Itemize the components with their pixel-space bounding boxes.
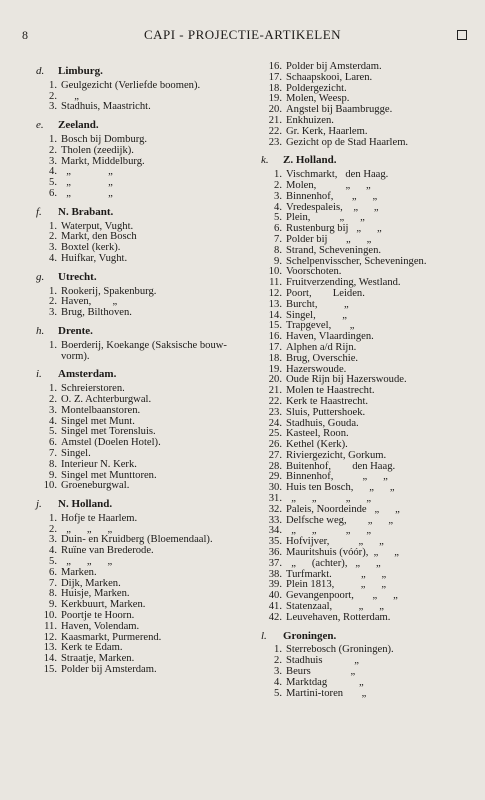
list-item [37, 341, 252, 352]
item-number: 20. [268, 374, 282, 386]
list-item [37, 189, 252, 200]
list-item [262, 300, 477, 311]
item-number: 25. [268, 428, 282, 440]
item-text: Marken. [61, 566, 97, 578]
item-text: Molen, Weesp. [286, 93, 350, 105]
item-text: Gr. Kerk, Haarlem. [286, 125, 368, 137]
item-number: 16. [268, 61, 282, 72]
section-name: Groningen. [283, 629, 337, 642]
item-number: 40. [268, 590, 282, 602]
item-number: 24. [268, 417, 282, 429]
item-number: 13. [268, 298, 282, 310]
section [37, 272, 252, 319]
item-text: Molen te Haastrecht. [286, 385, 375, 397]
item-text: Riviergezicht, Gorkum. [286, 449, 387, 461]
section-letter: e. [36, 119, 44, 132]
item-text: Singel met Torensluis. [61, 426, 156, 438]
item-number: 7. [274, 233, 282, 245]
item-number: 4. [49, 166, 57, 178]
section [262, 155, 477, 623]
item-text: Stadhuis „ [286, 655, 359, 667]
section-name: Limburg. [58, 65, 103, 77]
section [262, 631, 477, 700]
list-item [262, 678, 477, 689]
section-heading [36, 120, 252, 131]
item-text: Rookerij, Spakenburg. [61, 285, 157, 297]
list-item [37, 102, 252, 113]
item-text: Voorschoten. [286, 266, 342, 278]
item-number: 10. [43, 610, 57, 622]
item-number: 6. [274, 223, 282, 235]
item-text: Amstel (Doelen Hotel). [61, 437, 161, 449]
item-text: „ „ „ „ [286, 525, 372, 537]
section-letter: g. [36, 270, 45, 283]
item-number: 20. [268, 104, 282, 116]
item-number: 39. [268, 579, 282, 591]
item-text: Haven, Vlaardingen. [286, 331, 374, 343]
item-text: Beurs „ [286, 666, 356, 678]
item-number: 3. [274, 190, 282, 202]
item-number: 10. [268, 266, 282, 278]
item-text: Enkhuizen. [286, 114, 334, 126]
item-text: Waterput, Vught. [61, 220, 134, 232]
item-text: Mauritshuis (vóór), „ „ [286, 547, 399, 559]
item-number: 17. [268, 71, 282, 83]
corner-square-icon [457, 30, 467, 40]
list-item [262, 138, 477, 149]
item-number: 2. [49, 144, 57, 156]
item-number: 18. [268, 82, 282, 94]
item-number: 15. [43, 664, 57, 676]
item-number: 6. [49, 566, 57, 578]
section-letter: k. [261, 154, 269, 167]
item-text: Leuvehaven, Rotterdam. [286, 611, 391, 623]
item-number: 1. [49, 339, 57, 351]
item-number: 4. [49, 252, 57, 264]
item-text: Stadhuis, Gouda. [286, 417, 359, 429]
item-text: Gezicht op de Stad Haarlem. [286, 136, 409, 148]
item-number: 2. [49, 296, 57, 308]
item-text: Turfmarkt. „ „ [286, 568, 387, 580]
item-text: Hazerswoude. [286, 363, 347, 375]
list-item [37, 406, 252, 417]
item-text: Boerderij, Koekange (Saksische bouw- [61, 339, 227, 351]
item-text: Angstel bij Baambrugge. [286, 104, 393, 116]
item-number: 33. [268, 514, 282, 526]
item-number: 12. [43, 631, 57, 643]
item-text: Huisje, Marken. [61, 588, 130, 600]
item-number: 27. [268, 449, 282, 461]
item-number: 15. [268, 320, 282, 332]
list-item [37, 352, 252, 363]
item-text: Polder bij Amsterdam. [286, 61, 382, 72]
section [37, 66, 252, 113]
item-text: Schreierstoren. [61, 383, 125, 395]
item-text: Sterrebosch (Groningen). [286, 644, 394, 656]
item-number: 5. [274, 687, 282, 699]
section-heading [36, 66, 252, 77]
item-number: 37. [268, 557, 282, 569]
item-number: 35. [268, 536, 282, 548]
section-letter: f. [36, 205, 42, 218]
item-number: 3. [49, 307, 57, 319]
item-number: 21. [268, 385, 282, 397]
item-text: Kasteel, Roon. [286, 428, 349, 440]
item-number: 11. [44, 620, 57, 632]
list-item [37, 308, 252, 319]
section [37, 120, 252, 200]
item-text: Haven, „ [61, 296, 118, 308]
item-text: Binnenhof, „ „ [286, 190, 378, 202]
item-number: 31. [268, 493, 282, 505]
section-name: Drente. [58, 324, 93, 337]
item-number: 17. [268, 341, 282, 353]
item-number: 3. [49, 404, 57, 416]
item-text: vorm). [61, 350, 90, 362]
list-item [262, 408, 477, 419]
item-text: Geulgezicht (Verliefde boomen). [61, 79, 201, 91]
item-text: Poort, Leiden. [286, 287, 365, 299]
item-number: 16. [268, 331, 282, 343]
item-number: 2. [49, 523, 57, 535]
item-text: Polder bij Amsterdam. [61, 664, 157, 676]
item-text: Hofvijver, „ „ [286, 536, 384, 548]
item-number: 7. [49, 447, 57, 459]
item-text: Brug, Overschie. [286, 352, 359, 364]
item-text: O. Z. Achterburgwal. [61, 393, 152, 405]
item-text: Schelpenvisscher, Scheveningen. [286, 255, 427, 267]
item-text: Duin- en Kruidberg (Bloemendaal). [61, 534, 213, 546]
item-number: 22. [268, 125, 282, 137]
item-text: Delfsche weg, „ „ [286, 514, 394, 526]
right-column [262, 62, 477, 706]
list-item [37, 665, 252, 676]
item-number: 22. [268, 395, 282, 407]
list-item [262, 689, 477, 700]
item-text: „ „ „ [61, 523, 113, 535]
item-number: 18. [268, 352, 282, 364]
item-text: Gevangenpoort, „ „ [286, 590, 398, 602]
item-number: 3. [49, 101, 57, 113]
item-text: Singel met Munt. [61, 415, 135, 427]
item-number: 9. [49, 469, 57, 481]
section-heading [36, 369, 252, 380]
item-number: 5. [49, 556, 57, 568]
item-number: 1. [49, 220, 57, 232]
item-text: Interieur N. Kerk. [61, 458, 137, 470]
item-number: 12. [268, 287, 282, 299]
list-item [262, 246, 477, 257]
item-text: „ (achter), „ „ [286, 557, 381, 569]
item-number: 30. [268, 482, 282, 494]
item-number: 3. [49, 534, 57, 546]
item-number: 2. [49, 393, 57, 405]
item-number: 2. [274, 179, 282, 191]
item-number: 41. [268, 601, 282, 613]
list-item [37, 481, 252, 492]
item-number: 4. [274, 201, 282, 213]
item-text: Alphen a/d Rijn. [286, 341, 357, 353]
item-text: Kerk te Edam. [61, 642, 123, 654]
item-number: 1. [49, 285, 57, 297]
item-text: Montelbaanstoren. [61, 404, 141, 416]
item-text: Singel. [61, 447, 91, 459]
item-text: Singel, „ [286, 309, 347, 321]
item-text: Brug, Bilthoven. [61, 307, 132, 319]
item-text: Vischmarkt, den Haag. [286, 169, 389, 181]
item-number: 9. [49, 599, 57, 611]
list-item [37, 460, 252, 471]
page-title: CAPI - PROJECTIE-ARTIKELEN [143, 27, 342, 42]
item-number: 4. [274, 676, 282, 688]
item-text: Binnenhof, „ „ [286, 471, 388, 483]
item-text: Polder bij „ „ [286, 233, 372, 245]
section-heading [36, 326, 252, 337]
list-item [262, 613, 477, 624]
section-heading [261, 155, 477, 166]
item-number: 38. [268, 568, 282, 580]
item-text: Singel met Munttoren. [61, 469, 157, 481]
item-number: 14. [268, 309, 282, 321]
item-number: 23. [268, 406, 282, 418]
item-number: 1. [274, 644, 282, 656]
item-text: Dijk, Marken. [61, 577, 121, 589]
item-text: „ „ [61, 166, 113, 178]
item-text: Sluis, Puttershoek. [286, 406, 366, 418]
section [262, 62, 477, 148]
list-item [37, 254, 252, 265]
item-number: 36. [268, 547, 282, 559]
section-name: N. Brabant. [58, 205, 114, 218]
item-number: 9. [274, 255, 282, 267]
item-number: 4. [49, 545, 57, 557]
item-number: 10. [43, 480, 57, 492]
list-item [37, 146, 252, 157]
item-text: Rustenburg bij „ „ [286, 223, 382, 235]
item-text: Bosch bij Domburg. [61, 133, 148, 145]
item-text: Groeneburgwal. [61, 480, 130, 492]
section-name: Amsterdam. [58, 368, 117, 381]
section-name: N. Holland. [58, 498, 113, 511]
item-text: Burcht, „ [286, 298, 349, 310]
item-text: Trapgevel, „ [286, 320, 355, 332]
item-number: 8. [49, 588, 57, 600]
item-number: 4. [49, 415, 57, 427]
left-column [37, 62, 252, 683]
item-number: 8. [49, 458, 57, 470]
section-letter: j. [36, 498, 42, 511]
item-text: Kerkbuurt, Marken. [61, 599, 146, 611]
item-text: Molen, „ „ [286, 179, 371, 191]
item-text: Stadhuis, Maastricht. [61, 101, 151, 113]
item-number: 1. [274, 169, 282, 181]
item-text: „ „ „ „ [286, 493, 372, 505]
list-item [262, 127, 477, 138]
item-text: „ „ [61, 177, 113, 189]
item-text: Martini-toren „ [286, 687, 367, 699]
item-number: 7. [49, 577, 57, 589]
item-text: Straatje, Marken. [61, 653, 135, 665]
section-heading [261, 631, 477, 642]
item-text: Markt, den Bosch [61, 231, 137, 243]
item-text: Hofje te Haarlem. [61, 512, 138, 524]
item-text: „ „ „ [61, 556, 113, 568]
item-text: Oude Rijn bij Hazerswoude. [286, 374, 407, 386]
item-number: 19. [268, 363, 282, 375]
item-text: Huifkar, Vught. [61, 252, 128, 264]
item-number: 21. [268, 114, 282, 126]
item-text: Fruitverzending, Westland. [286, 277, 401, 289]
item-number: 13. [43, 642, 57, 654]
item-text: Tholen (zeedijk). [61, 144, 134, 156]
item-text: Huis ten Bosch, „ „ [286, 482, 395, 494]
section [37, 207, 252, 265]
item-number: 2. [274, 655, 282, 667]
item-text: Kerk te Haastrecht. [286, 395, 369, 407]
item-number: 29. [268, 471, 282, 483]
section-heading [36, 207, 252, 218]
item-text: Markt, Middelburg. [61, 155, 145, 167]
item-number: 1. [49, 512, 57, 524]
item-text: Vredespaleis, „ „ [286, 201, 379, 213]
item-text: „ „ [61, 187, 113, 199]
item-number: 3. [274, 666, 282, 678]
section-name: Z. Holland. [283, 154, 337, 167]
item-text: Kaasmarkt, Purmerend. [61, 631, 162, 643]
section-letter: l. [261, 629, 267, 642]
section [37, 499, 252, 676]
item-number: 3. [49, 242, 57, 254]
item-text: Statenzaal, „ „ [286, 601, 384, 613]
item-number: 3. [49, 155, 57, 167]
item-number: 42. [268, 611, 282, 623]
item-number [37, 352, 61, 363]
item-text: Poortje te Hoorn. [61, 610, 135, 622]
item-number: 5. [49, 426, 57, 438]
item-number: 14. [43, 653, 57, 665]
item-number: 23. [268, 136, 282, 148]
page-number: 8 [22, 28, 28, 42]
item-number: 26. [268, 439, 282, 451]
item-text: Plein 1813, „ „ [286, 579, 387, 591]
section-heading [36, 499, 252, 510]
list-item [262, 73, 477, 84]
item-text: Boxtel (kerk). [61, 242, 121, 254]
item-text: Marktdag „ [286, 676, 364, 688]
item-text: Poldergezicht. [286, 82, 347, 94]
section-heading [36, 272, 252, 283]
item-text: Schaapskooi, Laren. [286, 71, 373, 83]
item-text: „ [61, 90, 79, 102]
section [37, 326, 252, 362]
item-number: 5. [274, 212, 282, 224]
item-text: Buitenhof, den Haag. [286, 460, 396, 472]
item-number: 1. [49, 133, 57, 145]
item-number: 1. [49, 79, 57, 91]
item-number: 11. [269, 277, 282, 289]
item-number: 2. [49, 231, 57, 243]
item-text: Paleis, Noordeinde „ „ [286, 503, 400, 515]
item-number: 32. [268, 503, 282, 515]
list-item [262, 192, 477, 203]
item-number: 8. [274, 244, 282, 256]
section-letter: h. [36, 324, 45, 337]
item-text: Kethel (Kerk). [286, 439, 348, 451]
item-number: 28. [268, 460, 282, 472]
item-number: 19. [268, 93, 282, 105]
item-text: Strand, Scheveningen. [286, 244, 382, 256]
item-number: 6. [49, 187, 57, 199]
item-number: 5. [49, 177, 57, 189]
item-text: Haven, Volendam. [61, 620, 140, 632]
item-number: 6. [49, 437, 57, 449]
section-name: Utrecht. [58, 270, 97, 283]
item-text: Ruïne van Brederode. [61, 545, 154, 557]
item-number: 1. [49, 383, 57, 395]
item-number: 2. [49, 90, 57, 102]
item-text: Plein, „ „ [286, 212, 365, 224]
section-letter: i. [36, 368, 42, 381]
section-letter: d. [36, 65, 45, 77]
section-name: Zeeland. [58, 119, 99, 132]
item-number: 34. [268, 525, 282, 537]
list-item [262, 354, 477, 365]
section [37, 369, 252, 492]
list-item [37, 81, 252, 92]
